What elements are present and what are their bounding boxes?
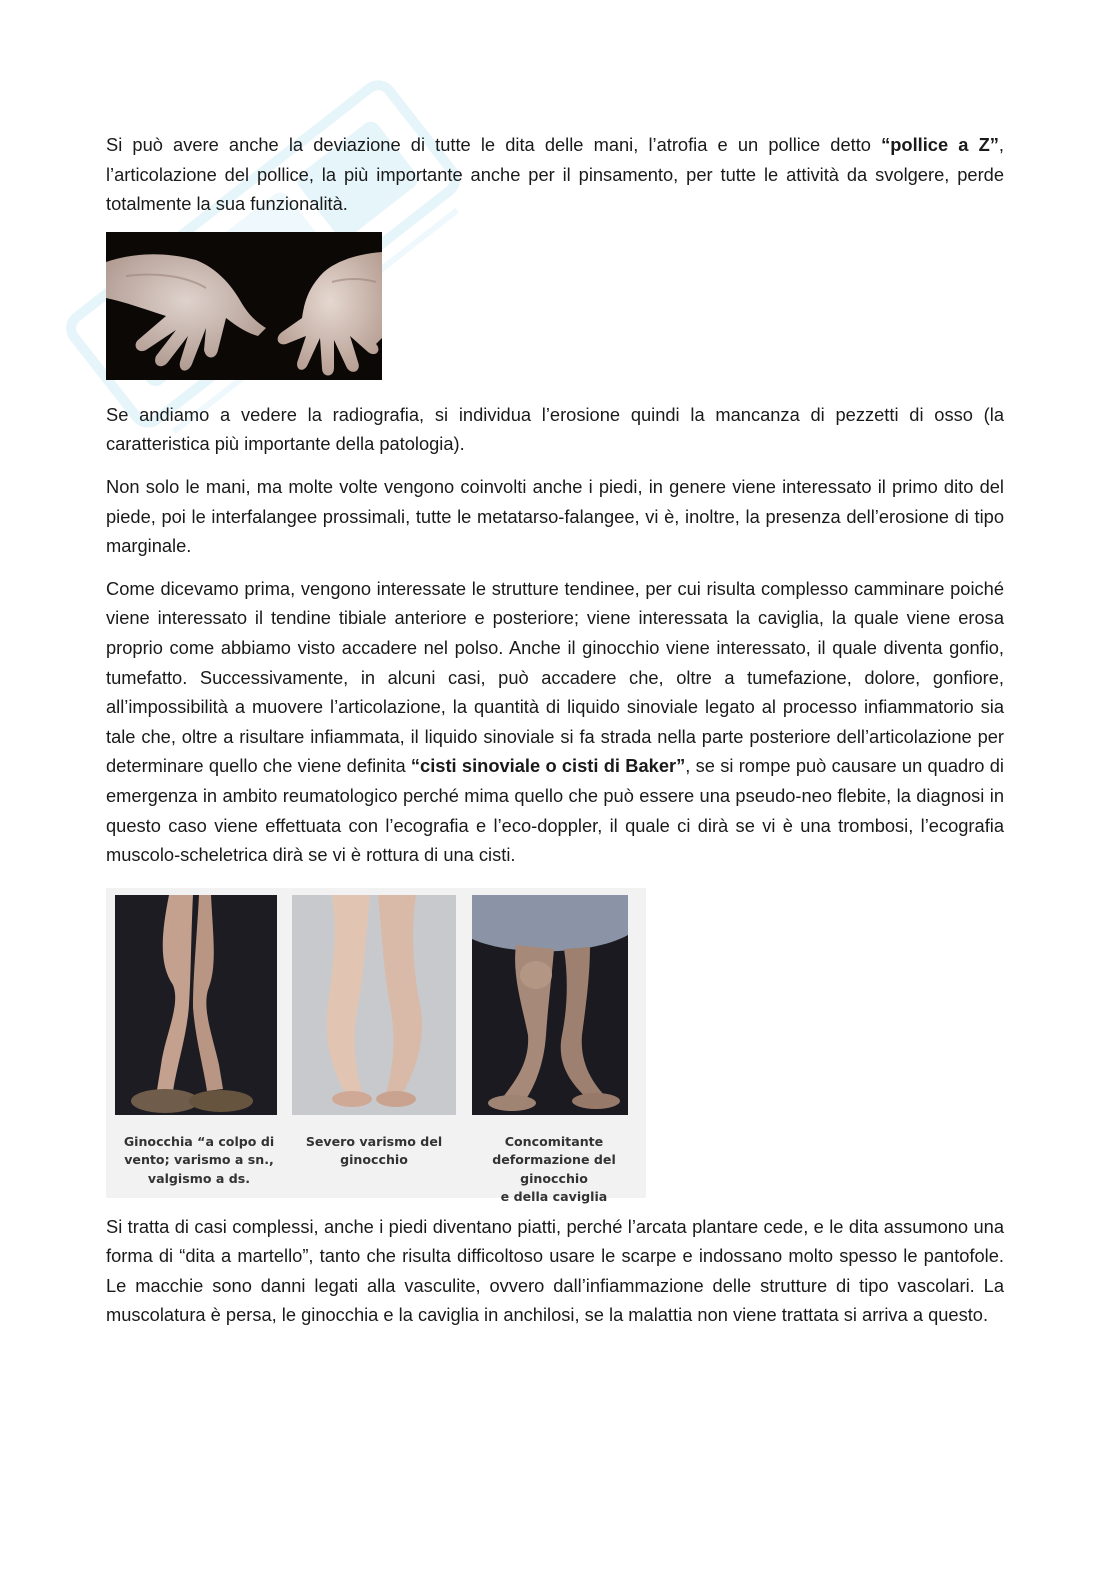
paragraph-5: Si tratta di casi complessi, anche i piedi diventano piatti, perché l’arcata plantare cede, e le dita assumono una forma di “dita a martello”, tanto che risulta difficoltoso usare le scarpe e indossano molto spesso le pantofole. Le macchie sono danni legati alla vasculite, ovvero dall’infiammazione delle strutture di tipo vascolari. La muscolatura è persa, le ginocchia e la caviglia in anchilosi, se la malattia non viene trattata si arriva a questo. xyxy=(106,1215,1004,1326)
paragraph-2: Se andiamo a vedere la radiografia, si individua l’erosione quindi la mancanza di pezzetti di osso (la caratteristica più importante della patologia). xyxy=(106,403,1004,455)
paragraph-4: Come dicevamo prima, vengono interessate le strutture tendinee, per cui risulta complesso camminare poiché viene interessato il tendine tibiale anteriore e posteriore; viene interessata la caviglia, la quale viene erosa proprio come abbiamo visto accadere nel polso. Anche il ginocchio viene interessato, il quale diventa gonfio, tumefatto. Successivamente, in alcuni casi, può accadere che, oltre a tumefazione, dolore, gonfiore, all’impossibilità a muovere l’articolazione, la quantità di liquido sinoviale legato al processo infiammatorio sia tale che, oltre a risultare infiammata, il liquido sinoviale si fa strada nella parte posteriore dell’articolazione per determinare quello che viene definita “cisti sinoviale o cisti di Baker”, se si rompe può causare un quadro di emergenza in ambito reumatologico perché mima quello che può essere una pseudo-neo flebite, la diagnosi in questo caso viene effettuata con l’ecografia e l’eco-doppler, il quale ci dirà se vi è una trombosi, l’ecografia muscolo-scheletrica dirà se vi è rottura di una cisti. xyxy=(106,577,1004,866)
photo-panel-knee-ankle-deformity xyxy=(472,895,628,1115)
bold-term: “cisti sinoviale o cisti di Baker” xyxy=(410,755,686,777)
document-body xyxy=(106,130,1004,1343)
photo-panel-severe-varus xyxy=(292,895,456,1115)
caption-panel-1: Ginocchia “a colpo di vento; varismo a sn., valgismo a ds. xyxy=(123,1133,275,1186)
photo-rheumatoid-hands xyxy=(106,232,382,380)
caption-panel-2: Severo varismo del ginocchio xyxy=(305,1133,443,1168)
photo-panel-windswept-knees xyxy=(115,895,277,1115)
caption-panel-3: Concomitante deformazione del ginocchio e della caviglia xyxy=(492,1133,616,1205)
figure-knee-deformities xyxy=(106,888,646,1205)
paragraph-1: Si può avere anche la deviazione di tutte le dita delle mani, l’atrofia e un pollice detto “pollice a Z”, l’articolazione del pollice, la più importante anche per il pinsamento, per tutte le attività da svolgere, perde totalmente la sua funzionalità. xyxy=(106,134,1004,215)
bold-term: “pollice a Z” xyxy=(881,134,999,155)
paragraph-3: Non solo le mani, ma molte volte vengono coinvolti anche i piedi, in genere viene interessato il primo dito del piede, poi le interfalangee prossimali, tutte le metatarso-falangee, vi è, inoltre, la presenza dell’erosione di tipo marginale. xyxy=(106,475,1004,557)
